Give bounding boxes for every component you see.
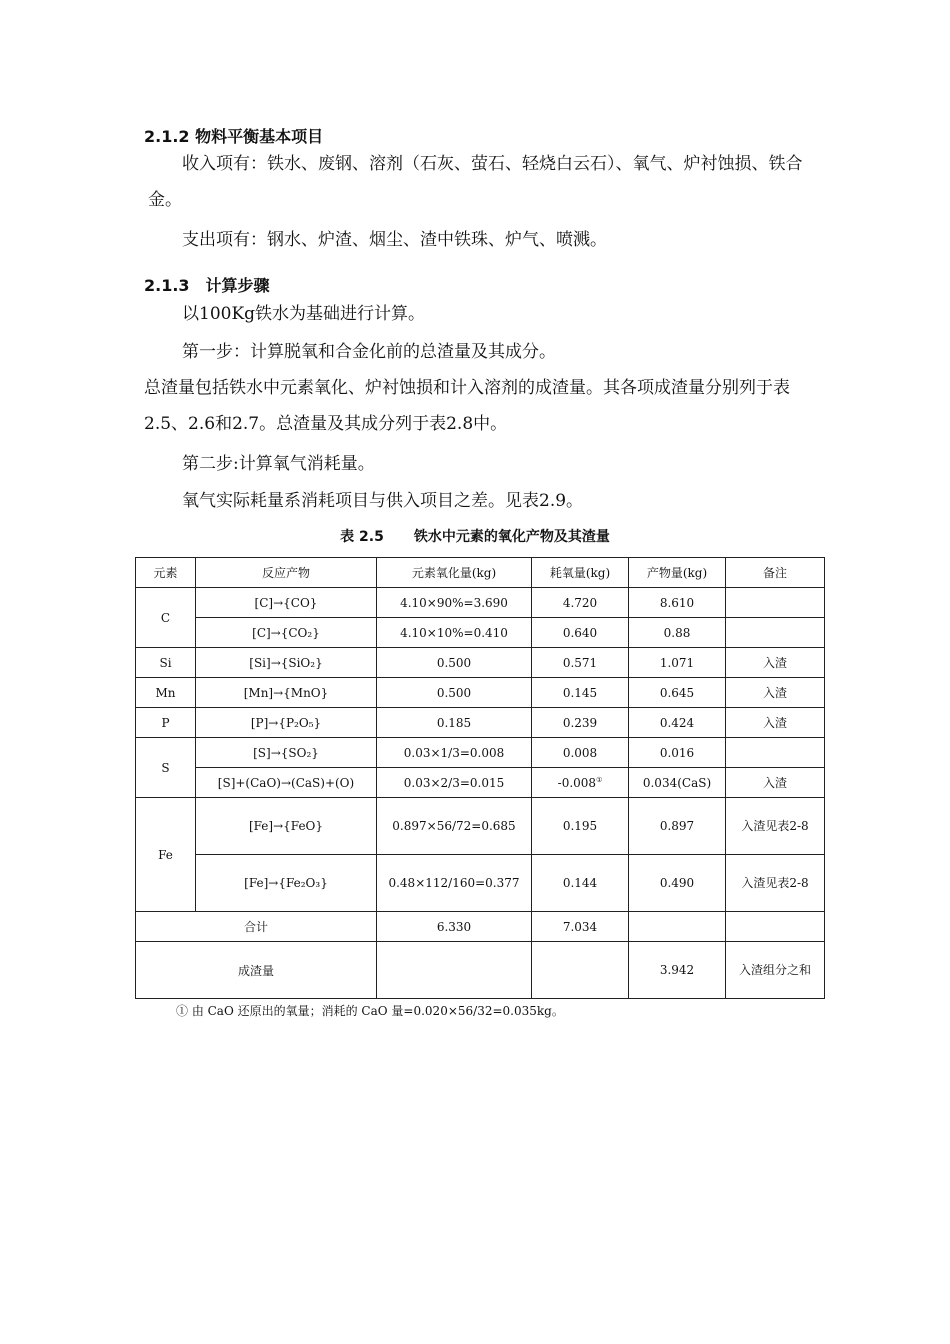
table-header-row bbox=[136, 558, 825, 588]
table-row bbox=[136, 798, 825, 855]
column-header: 反应产物 bbox=[196, 558, 377, 588]
product-cell: 0.424 bbox=[629, 708, 726, 738]
oxygen-cell: 0.571 bbox=[532, 648, 629, 678]
table-row bbox=[136, 855, 825, 912]
remark-cell bbox=[726, 618, 825, 648]
product-cell: 8.610 bbox=[629, 588, 726, 618]
oxygen-cell: 0.640 bbox=[532, 618, 629, 648]
product-cell: 0.88 bbox=[629, 618, 726, 648]
oxidation-products-table bbox=[135, 557, 825, 999]
reaction-cell: [C]→{CO₂} bbox=[196, 618, 377, 648]
oxidized-cell: 4.10×90%=3.690 bbox=[377, 588, 532, 618]
product-cell: 0.490 bbox=[629, 855, 726, 912]
column-header: 备注 bbox=[726, 558, 825, 588]
paragraph-basis: 以100Kg铁水为基础进行计算。 bbox=[182, 304, 426, 324]
oxygen-cell: 0.008 bbox=[532, 738, 629, 768]
paragraph-total-slag: 总渣量包括铁水中元素氧化、炉衬蚀损和计入溶剂的成渣量。其各项成渣量分别列于表2.5、2.6和2.7。总渣量及其成分列于表2.8中。 bbox=[144, 378, 790, 434]
reaction-cell: [Mn]→{MnO} bbox=[196, 678, 377, 708]
oxidized-cell: 6.330 bbox=[377, 912, 532, 942]
reaction-cell: [Fe]→{FeO} bbox=[196, 798, 377, 855]
paragraph-oxygen-consumption: 氧气实际耗量系消耗项目与供入项目之差。见表2.9。 bbox=[182, 491, 584, 511]
table-row bbox=[136, 708, 825, 738]
table-row bbox=[136, 738, 825, 768]
paragraph-expense-items: 支出项有：钢水、炉渣、烟尘、渣中铁珠、炉气、喷溅。 bbox=[182, 230, 607, 250]
product-cell: 0.897 bbox=[629, 798, 726, 855]
table-caption-title: 铁水中元素的氧化产物及其渣量 bbox=[413, 529, 610, 545]
reaction-cell: [C]→{CO} bbox=[196, 588, 377, 618]
slag-label: 成渣量 bbox=[136, 942, 377, 999]
element-cell: Fe bbox=[136, 798, 196, 912]
oxidized-cell: 0.03×1/3=0.008 bbox=[377, 738, 532, 768]
product-cell: 0.645 bbox=[629, 678, 726, 708]
table-caption bbox=[0, 526, 950, 546]
oxygen-cell: 0.195 bbox=[532, 798, 629, 855]
product-cell: 0.016 bbox=[629, 738, 726, 768]
product-cell: 3.942 bbox=[629, 942, 726, 999]
oxidized-cell: 4.10×10%=0.410 bbox=[377, 618, 532, 648]
column-header: 元素氧化量(kg) bbox=[377, 558, 532, 588]
oxidized-cell: 0.185 bbox=[377, 708, 532, 738]
oxygen-cell bbox=[532, 768, 629, 798]
reaction-cell: [Fe]→{Fe₂O₃} bbox=[196, 855, 377, 912]
reaction-cell: [Si]→{SiO₂} bbox=[196, 648, 377, 678]
remark-cell bbox=[726, 912, 825, 942]
element-cell: S bbox=[136, 738, 196, 798]
oxidized-cell: 0.48×112/160=0.377 bbox=[377, 855, 532, 912]
column-header: 产物量(kg) bbox=[629, 558, 726, 588]
remark-cell: 入渣 bbox=[726, 768, 825, 798]
table-slag-row bbox=[136, 942, 825, 999]
reaction-cell: [S]+(CaO)→(CaS)+(O) bbox=[196, 768, 377, 798]
element-cell: C bbox=[136, 588, 196, 648]
element-cell: Mn bbox=[136, 678, 196, 708]
remark-cell: 入渣 bbox=[726, 678, 825, 708]
oxidized-cell bbox=[377, 942, 532, 999]
oxygen-cell bbox=[532, 942, 629, 999]
oxygen-cell: 4.720 bbox=[532, 588, 629, 618]
table-caption-number: 表 2.5 bbox=[340, 529, 384, 545]
paragraph-step-one: 第一步：计算脱氧和合金化前的总渣量及其成分。 bbox=[182, 342, 556, 362]
element-cell: P bbox=[136, 708, 196, 738]
remark-cell bbox=[726, 588, 825, 618]
remark-cell: 入渣见表2-8 bbox=[726, 798, 825, 855]
section-heading-2-1-3: 2.1.3 计算步骤 bbox=[144, 276, 270, 295]
oxygen-cell: 0.145 bbox=[532, 678, 629, 708]
table-row bbox=[136, 618, 825, 648]
remark-cell bbox=[726, 738, 825, 768]
element-cell: Si bbox=[136, 648, 196, 678]
paragraph-step-two: 第二步:计算氧气消耗量。 bbox=[182, 454, 375, 474]
reaction-cell: [P]→{P₂O₅} bbox=[196, 708, 377, 738]
oxidized-cell: 0.897×56/72=0.685 bbox=[377, 798, 532, 855]
table-row bbox=[136, 648, 825, 678]
section-heading-2-1-2: 2.1.2 物料平衡基本项目 bbox=[144, 127, 324, 146]
remark-cell: 入渣组分之和 bbox=[726, 942, 825, 999]
oxygen-value: -0.008 bbox=[557, 775, 597, 790]
remark-cell: 入渣 bbox=[726, 648, 825, 678]
oxidized-cell: 0.500 bbox=[377, 648, 532, 678]
table-row bbox=[136, 588, 825, 618]
oxygen-cell: 0.239 bbox=[532, 708, 629, 738]
column-header: 耗氧量(kg) bbox=[532, 558, 629, 588]
reaction-cell: [S]→{SO₂} bbox=[196, 738, 377, 768]
column-header: 元素 bbox=[136, 558, 196, 588]
oxygen-cell: 7.034 bbox=[532, 912, 629, 942]
table-footnote: ① 由 CaO 还原出的氧量；消耗的 CaO 量=0.020×56/32=0.035kg。 bbox=[176, 1004, 564, 1018]
oxidized-cell: 0.500 bbox=[377, 678, 532, 708]
remark-cell: 入渣见表2-8 bbox=[726, 855, 825, 912]
table-row bbox=[136, 678, 825, 708]
total-label: 合计 bbox=[136, 912, 377, 942]
product-cell: 1.071 bbox=[629, 648, 726, 678]
oxygen-cell: 0.144 bbox=[532, 855, 629, 912]
product-cell: 0.034(CaS) bbox=[629, 768, 726, 798]
remark-cell: 入渣 bbox=[726, 708, 825, 738]
table-total-row bbox=[136, 912, 825, 942]
oxidized-cell: 0.03×2/3=0.015 bbox=[377, 768, 532, 798]
footnote-marker: ① bbox=[596, 775, 603, 784]
table-row bbox=[136, 768, 825, 798]
paragraph-income-items: 收入项有：铁水、废钢、溶剂（石灰、萤石、轻烧白云石）、氧气、炉衬蚀损、铁合金。 bbox=[148, 154, 803, 210]
product-cell bbox=[629, 912, 726, 942]
